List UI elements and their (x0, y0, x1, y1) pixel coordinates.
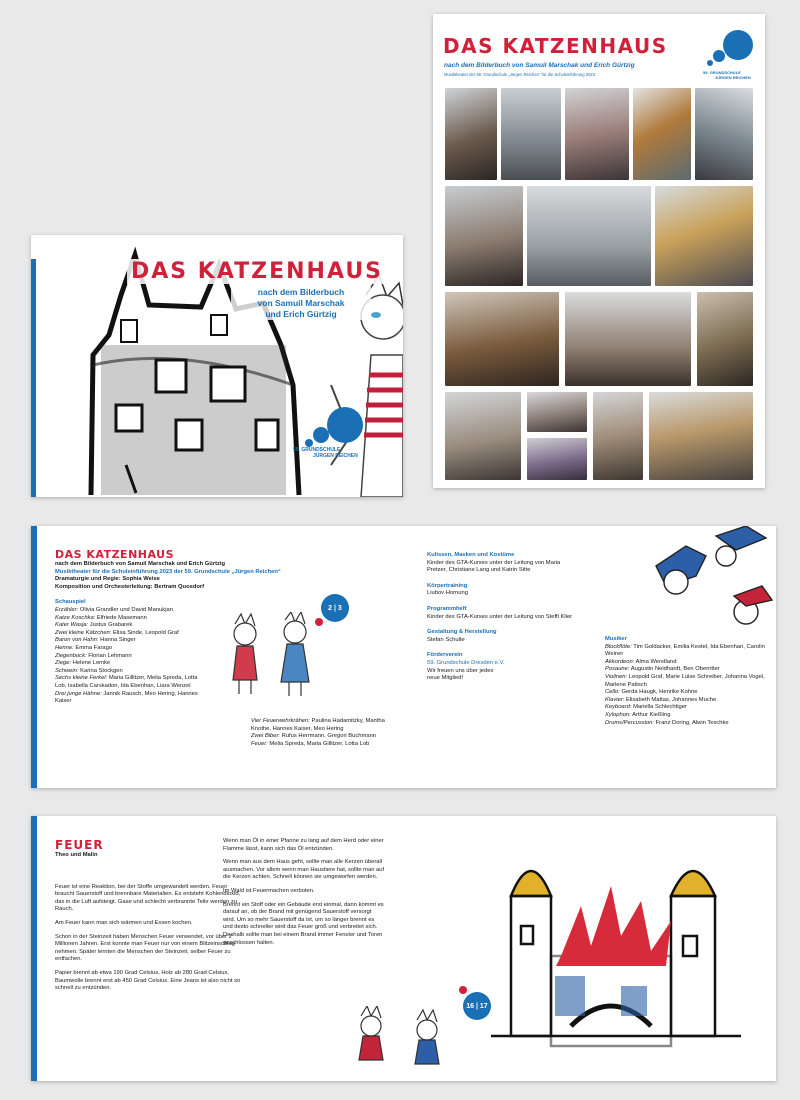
cover-page (31, 235, 403, 497)
instrument: Blockflöte: (605, 643, 632, 650)
section-heading: Musiker (605, 636, 627, 642)
paragraph: Papier brennt ab etwa 190 Grad Celsius, Holz ab 280 Grad Celsius, Baumwolle brennt erst ab 450 Grad Celsius. Eine Jeans ist also nicht so schnell zu entzünden. (55, 969, 241, 992)
musician-names: Elisabeth Mattas, Johannes Muche (625, 696, 717, 703)
credits-line: nach dem Bilderbuch von Samuil Marschak und Erich Gürtzig (55, 561, 226, 567)
musician-names: Arthur Kießling (632, 711, 671, 718)
stage-photo (527, 392, 587, 432)
cover-subtitle (231, 287, 371, 320)
cast-names: Florian Lehmann (88, 652, 132, 659)
stage-photo (695, 88, 753, 180)
cast-role: Feuer: (251, 740, 268, 747)
cast-entry (55, 607, 205, 615)
logo-circle-small (305, 439, 313, 447)
paragraph: Am Feuer kann man sich wärmen und Essen kochen. (55, 919, 193, 926)
logo-circle-small (707, 60, 713, 66)
poster-subtitle: nach dem Bilderbuch von Samuil Marschak und Erich Gürtzig (444, 62, 635, 69)
cast-entry (55, 637, 205, 645)
cast-role: Schwein: (55, 667, 79, 674)
cast-names: Maria Gillitzer, Melia Spreda, Lotta Lob, Isabella Carskadon, Ida Ebenhan, Liara Wenzel (55, 675, 198, 689)
logo-text (703, 70, 751, 80)
musician-entry (605, 712, 765, 720)
paragraph: Feuer ist eine Reaktion, bei der Stoffe umgewandelt werden. Feuer braucht Sauerstoff und brennbare Materialien. Es entsteht Kohlendioxid, das in die Luft aufsteigt. Gase und schlecht verbrannte Teile werden zu Rauch. (55, 883, 241, 913)
stage-photo (697, 292, 753, 386)
section-heading: Kulissen, Masken und Kostüme (427, 552, 515, 558)
cast-entry (251, 741, 401, 749)
cast-names: Karina Stockgen (80, 667, 123, 674)
crow-drawings (616, 526, 776, 630)
logo-circle-large (723, 30, 753, 60)
credits-line: Dramaturgie und Regie: Sophia Weise (55, 576, 160, 583)
cast-role: Ziege: (55, 660, 72, 667)
instrument: Klavier: (605, 696, 625, 703)
cast-names: Hanna Singer (100, 637, 136, 644)
cast-names: Paulina Hadamitzky, Mantha Knothe, Hannes Kaiser, Meo Hering (251, 718, 385, 732)
logo-text (293, 447, 358, 459)
stage-photo (527, 186, 651, 286)
section-heading: Körpertraining (427, 582, 468, 589)
stage-photo (649, 392, 753, 480)
cast-names: Melia Spreda, Maria Gillitzer, Lotta Lob (269, 740, 370, 747)
paragraph: Wenn man Öl in einer Pfanne zu lang auf dem Herd oder einer Flamme lässt, kann sich das Öl entzünden. (223, 838, 384, 852)
section-subheading: 59. Grundschule Dresden e.V. (427, 659, 505, 666)
musician-names: Gerda Haugk, Henrike Kohne (621, 689, 698, 696)
musician-names: Augustin Neidhardt, Ben Oberritter (630, 666, 720, 673)
logo-number: 59. (293, 447, 300, 453)
authors: Theo und Malin (55, 852, 98, 858)
stage-photo (527, 438, 587, 480)
instrument: Posaune: (605, 666, 630, 673)
musician-entry (605, 697, 765, 705)
cover-title: DAS KATZENHAUS (127, 259, 387, 284)
stage-photo (445, 292, 559, 386)
cast-second-list (251, 718, 401, 748)
cast-role: Henne: (55, 644, 74, 651)
cast-role: Erzähler: (55, 606, 79, 613)
logo-circle-medium (713, 50, 725, 62)
instrument: Xylophon: (605, 711, 631, 718)
cast-role: Zwei Biber: (251, 733, 280, 740)
cast-names: Rufus Herrmann, Gregori Buchmann (281, 733, 377, 740)
stage-photo (633, 88, 691, 180)
cast-role: Katze Koschka: (55, 614, 96, 621)
musician-entry (605, 659, 765, 667)
logo-name: JÜRGEN REICHEN (715, 75, 751, 80)
credits-line: Musiktheater für die Schuleinführung 2023 der 59. Grundschule „Jürgen Reichen“ (55, 568, 281, 575)
section-heading: Schauspiel (55, 599, 86, 606)
section-heading: Förderverein (427, 652, 463, 659)
credits-line: Komposition und Orchesterleitung: Bertram Quosdorf (55, 583, 205, 590)
section-text: Liubov Hornung (427, 590, 468, 597)
stage-photo (565, 292, 691, 386)
cast-names: Elisa Sinde, Leopold Graf (113, 629, 179, 636)
paragraph: Brennt ein Stoff oder ein Gebäude erst einmal, dann kommt es darauf an, ob der Brand mit genügend Sauerstoff versorgt wird. Um so mehr Sauerstoff da ist, um so länger brennt es und desto schneller wird das Feuer groß und verbreitet sich. Deshalb sollte man bei einem Brand immer Fenster und Toren geschlossen halten. (223, 901, 384, 946)
cast-role: Kater Wasja: (55, 622, 89, 629)
cast-names: Helene Lemke (72, 660, 111, 667)
cast-entry (251, 733, 401, 741)
cast-list (55, 607, 205, 706)
cast-names: Jannik Rausch, Meo Hering, Hannes Kaiser (55, 690, 198, 705)
cast-role: Zwei kleine Kätzchen: (55, 629, 112, 636)
instrument: Violinen: (605, 673, 628, 680)
logo-circle-medium (313, 427, 329, 443)
cast-names: Elfriede Masemann (96, 614, 147, 621)
cast-entry (55, 615, 205, 623)
cast-entry (55, 691, 205, 706)
credits-right-column (427, 552, 577, 683)
small-cat-drawings (331, 1006, 451, 1076)
section-text: Kinder des GTA-Kurses unter der Leitung von Maria Pretzer, Christiane Lang und Katrin Sitte (427, 559, 561, 574)
poster-title: DAS KATZENHAUS (443, 34, 668, 58)
logo-name: JÜRGEN REICHEN (313, 453, 358, 459)
poster-page (433, 14, 765, 488)
stage-photo (565, 88, 629, 180)
musician-entry (605, 674, 765, 689)
musician-entry (605, 720, 765, 728)
badge-dot (459, 986, 467, 994)
cast-names: Olivia Grandler und David Manukjan (79, 606, 173, 613)
musician-names: Mariella Schlechtiger (633, 704, 687, 711)
poster-logo (703, 30, 763, 88)
logo-number: 59. (703, 70, 709, 75)
logo-circle-large (327, 407, 363, 443)
school-logo (287, 403, 377, 463)
cover-subtitle-line: von Samuil Marschak (257, 298, 345, 308)
logo-school: GRUNDSCHULE (301, 447, 341, 453)
instrument: Akkordeon: (605, 658, 635, 665)
cast-role: Vier Feuerwehrkrähen: (251, 718, 310, 724)
musician-names: Tim Goldacker, Emilia Kestel, Ida Ebenhan, Carolin Weiner (605, 643, 765, 658)
cast-entry (55, 630, 205, 638)
cast-entry (55, 675, 205, 690)
feuer-middle-column (223, 838, 385, 953)
spread-title: DAS KATZENHAUS (55, 548, 175, 561)
cover-subtitle-line: nach dem Bilderbuch (257, 287, 345, 297)
castle-fire-drawing (471, 826, 771, 1076)
feuer-left-column (55, 838, 241, 999)
paragraph: Schon in der Steinzeit haben Menschen Feuer verwendet, vor über 2 Millionen Jahren. Erst konnte man Feuer nur von einem Blitzeinschlag nehmen. Später lernten die Menschen der Steinzeit, selber Feuer zu entfachen. (55, 933, 235, 963)
instrument: Keyboard: (605, 704, 632, 711)
cast-role: Baron von Hahn: (55, 637, 99, 644)
stage-photo (593, 392, 643, 480)
cast-entry (55, 660, 205, 668)
credits-spread (31, 526, 776, 788)
stage-photo (655, 186, 753, 286)
musician-entry (605, 704, 765, 712)
musician-entry (605, 666, 765, 674)
feuer-spread (31, 816, 776, 1081)
logo-school: GRUNDSCHULE (709, 70, 741, 75)
cast-role: Drei junge Hähne: (55, 690, 102, 697)
section-text: Kinder des GTA-Kurses unter der Leitung von Steffi Klier (427, 613, 573, 620)
cast-entry (55, 622, 205, 630)
section-text: Wir freuen uns über jedes neue Mitglied! (427, 667, 494, 682)
musician-entry (605, 689, 765, 697)
section-heading: Programmheft (427, 605, 467, 612)
badge-dot (315, 618, 323, 626)
stage-photo (445, 88, 497, 180)
paragraph: Im Wald ist Feuermachen verboten. (223, 887, 315, 894)
musiker-column (605, 636, 765, 727)
musician-names: Leopold Graf, Marie Luise Schreiber, Johanna Vogel, Marlene Pattsch (605, 673, 765, 688)
paragraph: Wenn man aus dem Haus geht, sollte man alle Kerzen überall ausmachen. Vor allem wenn man Haustiere hat, sollte man auf die Kerzen achten. Schnell können sie umgeworfen werden. (223, 859, 385, 881)
cast-role: Ziegenbock: (55, 652, 87, 659)
cast-entry (55, 645, 205, 653)
section-text: Stefan Schulte (427, 636, 465, 643)
cover-subtitle-line: und Erich Gürtzig (265, 309, 337, 319)
cast-entry (55, 668, 205, 676)
stage-photo (445, 392, 521, 480)
page-number-badge: 2 | 3 (321, 594, 349, 622)
cast-role: Sechs kleine Ferkel: (55, 675, 108, 682)
stage-photo (445, 186, 523, 286)
musician-names: Franz Doring, Alwin Teschke (655, 719, 729, 726)
instrument: Drums/Percussion: (605, 719, 654, 726)
instrument: Cello: (605, 689, 620, 696)
cast-names: Emma Farago (75, 644, 113, 651)
musician-names: Alma Wendland (635, 658, 677, 665)
cast-entry (55, 653, 205, 661)
cast-entry (251, 718, 401, 733)
spread-title: FEUER (55, 838, 104, 852)
poster-tagline: Musiktheater der 59. Grundschule „Jürgen Reichen“ für die Schuleinführung 2023 (444, 72, 596, 77)
stage-photo (501, 88, 561, 180)
cast-names: Justus Grabarek (89, 622, 133, 629)
spread-accent-bar (31, 816, 37, 1081)
musician-entry (605, 644, 765, 659)
page-number-badge: 16 | 17 (463, 992, 491, 1020)
spread-accent-bar (31, 526, 37, 788)
section-heading: Gestaltung & Herstellung (427, 629, 497, 636)
